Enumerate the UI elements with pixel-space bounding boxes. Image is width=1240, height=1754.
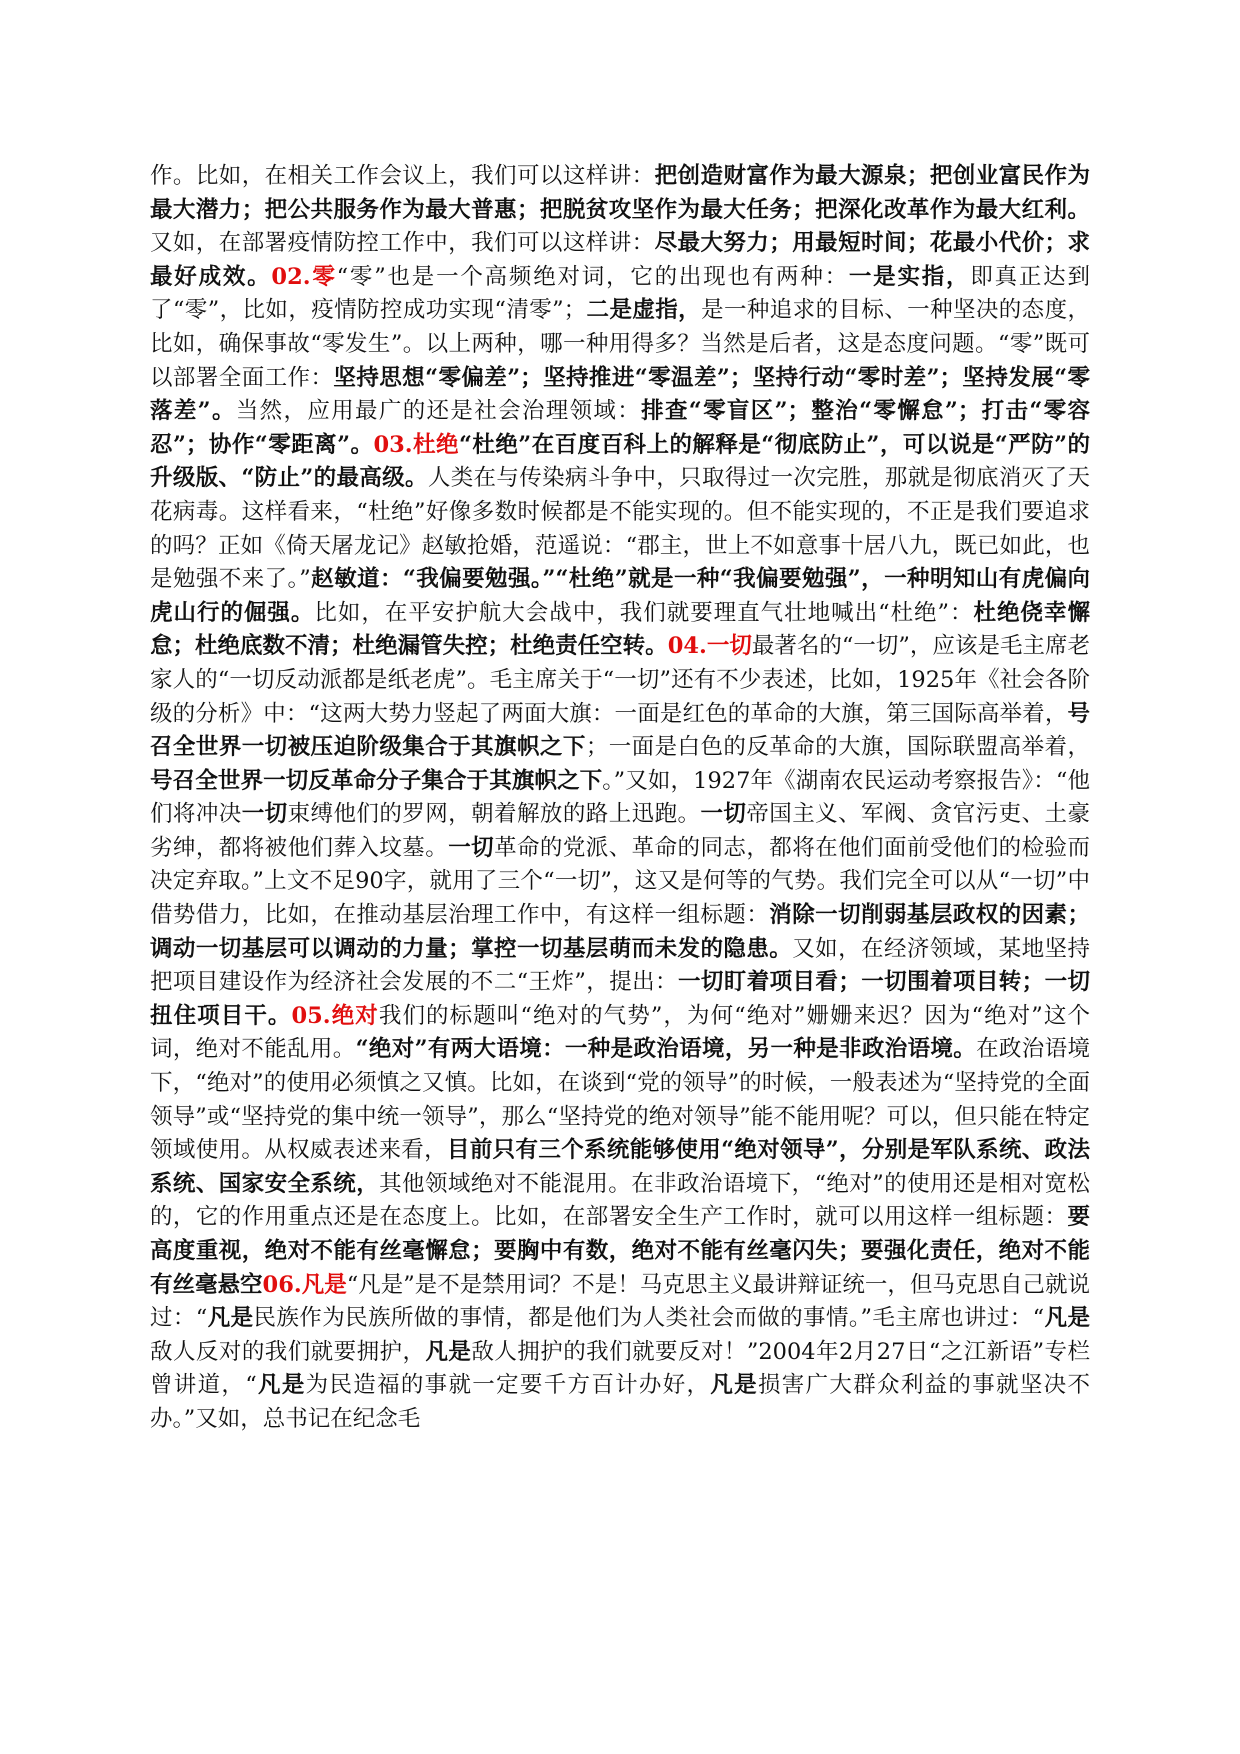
body-text: 革命的党派、革命的同志，都将在他们面前受他们的检验而决定弃取。”上文不足90字，就用了三个“一切”，这又是何等的气势。我们完全可以从“一切”中借势借力，比如，在推动基层治理工作中，有这样一组标题： <box>150 834 1090 929</box>
bold-text: 坚持思想“零偏差”；坚持推进“零温差”；坚持行动“零时差”；坚持发展“零落差”。 <box>150 364 1090 425</box>
section-heading: 02.零 <box>271 263 337 290</box>
bold-text: 一切 <box>700 801 747 828</box>
section-heading: 03.杜绝 <box>373 431 459 458</box>
bold-text: 号召全世界一切被压迫阶级集合于其旗帜之下 <box>150 700 1090 761</box>
bold-text: 号召全世界一切反革命分子集合于其旗帜之下 <box>150 767 603 794</box>
body-text: 作。比如，在相关工作会议上，我们可以这样讲： <box>150 163 655 189</box>
bold-text: 把创造财富作为最大源泉；把创业富民作为最大潜力；把公共服务作为最大普惠；把脱贫攻坚作为最大任务；把深化改革作为最大红利。 <box>150 163 1090 223</box>
bold-text: 二是虚指， <box>586 297 702 324</box>
body-text: 其他领域绝对不能混用。在非政治语境下，“绝对”的使用还是相对宽松的，它的作用重点还是在态度上。比如，在部署安全生产工作时，就可以用这样一组标题： <box>150 1170 1090 1231</box>
body-text: 敌人反对的我们就要拥护， <box>150 1338 426 1365</box>
body-text: 在政治语境下，“绝对”的使用必须慎之又慎。比如，在谈到“党的领导”的时候，一般表述为“坚持党的全面领导”或“坚持党的集中统一领导”，那么“坚持党的绝对领导”能不能用呢？可以，但只能在特定领域使用。从权威表述来看， <box>150 1036 1090 1164</box>
body-text: 帝国主义、军阀、贪官污吏、土豪劣绅，都将被他们葬入坟墓。 <box>150 801 1090 861</box>
bold-text: 一切 <box>241 801 288 828</box>
body-text: 人类在与传染病斗争中，只取得过一次完胜，那就是彻底消灭了天花病毒。这样看来，“杜绝”好像多数时候都是不能实现的。但不能实现的，不正是我们要追求的吗？正如《倚天屠龙记》赵敏抢婚，范遥说：“郡主，世上不如意事十居八九，既已如此，也是勉强不来了。” <box>150 465 1090 593</box>
bold-text: 排查“零盲区”；整治“零懈怠”；打击“零容忍”；协作“零距离”。 <box>150 398 1090 458</box>
body-text: “凡是”是不是禁用词？不是！马克思主义最讲辩证统一，但马克思自己就说过：“ <box>150 1271 1090 1332</box>
body-paragraph <box>150 160 1090 1437</box>
body-text: 当然，应用最广的还是社会治理领域： <box>235 398 642 425</box>
section-heading: 05.绝对 <box>291 1002 379 1029</box>
bold-text: 凡是 <box>256 1372 306 1399</box>
bold-text: “绝对”有两大语境：一种是政治语境，另一种是非政治语境。 <box>355 1036 977 1063</box>
document-page <box>150 160 1090 1437</box>
bold-text: 要高度重视，绝对不能有丝毫懈怠；要胸中有数，绝对不能有丝毫闪失；要强化责任，绝对不能有丝毫悬空 <box>150 1204 1090 1298</box>
body-text: 即真正达到了“零”，比如，疫情防控成功实现“清零”； <box>150 263 1090 324</box>
body-text: 又如，在经济领域，某地坚持把项目建设作为经济社会发展的不二“王炸”，提出： <box>150 935 1090 996</box>
body-text: 民族作为民族所做的事情，都是他们为人类社会而做的事情。”毛主席也讲过：“ <box>253 1305 1045 1332</box>
body-text: 为民造福的事就一定要千方百计办好， <box>305 1372 711 1399</box>
bold-text: 凡是 <box>207 1305 254 1332</box>
bold-text: 赵敏道：“我偏要勉强。”“杜绝”就是一种“我偏要勉强”，一种明知山有虎偏向虎山行的倔强。 <box>150 566 1090 626</box>
bold-text: 一是实指， <box>848 263 971 290</box>
body-text: 比如，在平安护航大会战中，我们就要理直气壮地喊出“杜绝”： <box>314 599 974 626</box>
bold-text: 目前只有三个系统能够使用“绝对领导”，分别是军队系统、政法系统、国家安全系统， <box>150 1137 1090 1197</box>
section-heading: 06.凡是 <box>262 1271 347 1298</box>
bold-text: 杜绝侥幸懈怠；杜绝底数不清；杜绝漏管失控；杜绝责任空转。 <box>150 599 1090 660</box>
bold-text: 凡是 <box>425 1338 472 1365</box>
body-text: 。”又如，1927年《湖南农民运动考察报告》：“他们将冲决 <box>150 767 1090 828</box>
body-text: 束缚他们的罗网，朝着解放的路上迅跑。 <box>287 801 701 828</box>
body-text: ；一面是白色的反革命的大旗，国际联盟高举着， <box>585 734 1090 761</box>
body-text: 敌人拥护的我们就要反对！”2004年2月27日“之江新语”专栏曾讲道，“ <box>150 1338 1090 1399</box>
bold-text: 一切盯着项目看；一切围着项目转；一切扭住项目干。 <box>150 969 1090 1029</box>
body-text: “零”也是一个高频绝对词，它的出现也有两种： <box>336 263 849 290</box>
bold-text: 尽最大努力；用最短时间；花最小代价；求最好成效。 <box>150 230 1090 290</box>
bold-text: 一切 <box>448 834 495 861</box>
bold-text: 凡是 <box>710 1372 758 1399</box>
bold-text: “杜绝”在百度百科上的解释是“彻底防止”，可以说是“严防”的升级版、“防止”的最高级。 <box>150 431 1090 492</box>
bold-text: 凡是 <box>1044 1305 1090 1332</box>
bold-text: 消除一切削弱基层政权的因素；调动一切基层可以调动的力量；掌控一切基层萌而未发的隐患。 <box>150 902 1090 962</box>
body-text: 损害广大群众利益的事就坚决不办。”又如，总书记在纪念毛 <box>150 1372 1090 1432</box>
body-text: 是一种追求的目标、一种坚决的态度，比如，确保事故“零发生”。以上两种，哪一种用得多？当然是后者，这是态度问题。“零”既可以部署全面工作： <box>150 297 1090 391</box>
body-text: 我们的标题叫“绝对的气势”，为何“绝对”姗姗来迟？因为“绝对”这个词，绝对不能乱用。 <box>150 1002 1090 1063</box>
body-text: 最著名的“一切”，应该是毛主席老家人的“一切反动派都是纸老虎”。毛主席关于“一切”还有不少表述，比如，1925年《社会各阶级的分析》中：“这两大势力竖起了两面大旗：一面是红色的革命的大旗，第三国际高举着， <box>150 633 1090 727</box>
body-text: 又如，在部署疫情防控工作中，我们可以这样讲： <box>150 230 655 257</box>
section-heading: 04.一切 <box>667 633 752 660</box>
